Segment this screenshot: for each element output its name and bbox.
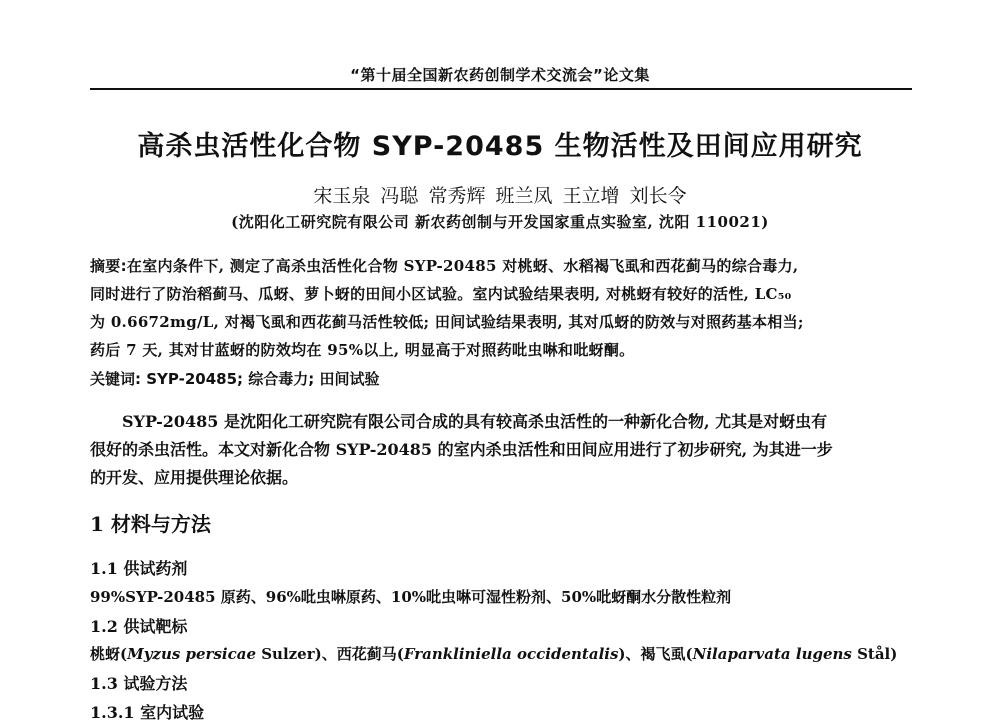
species-frankliniella: Frankliniella occidentalis	[403, 645, 619, 663]
abstract-label: 摘要:	[90, 257, 127, 275]
running-header: “第十届全国新农药创制学术交流会”论文集	[350, 66, 650, 84]
header-rule	[90, 88, 912, 90]
intro-line-3: 的开发、应用提供理论依据。	[90, 468, 299, 487]
intro-paragraph	[90, 408, 912, 492]
affiliation: (沈阳化工研究院有限公司 新农药创制与开发国家重点实验室, 沈阳 110021)	[231, 213, 769, 231]
paper-title: 高杀虫活性化合物 SYP-20485 生物活性及田间应用研究	[137, 131, 863, 162]
abstract-line-1: 摘要:在室内条件下, 测定了高杀虫活性化合物 SYP-20485 对桃蚜、水稻褐飞虱和西花蓟马的综合毒力,	[90, 257, 799, 275]
abstract-line-2: 同时进行了防治稻蓟马、瓜蚜、萝卜蚜的田间小区试验。室内试验结果表明, 对桃蚜有较好的活性, LC₅₀	[90, 285, 792, 303]
targets-text: 桃蚜(Myzus persicae Sulzer)、西花蓟马(Frankliniella occidentalis)、褐飞虱(Nilaparvata lugens Stål)	[90, 645, 898, 663]
abstract	[90, 252, 912, 364]
section-heading-1-1: 1.1 供试药剂	[90, 559, 188, 578]
species-nilaparvata: Nilaparvata lugens	[692, 645, 852, 663]
keywords-label: 关键词:	[90, 370, 141, 388]
section-heading-1: 1 材料与方法	[90, 512, 211, 536]
abstract-line-4: 药后 7 天, 其对甘蓝蚜的防效均在 95%以上, 明显高于对照药吡虫啉和吡蚜酮。	[90, 341, 635, 359]
species-myzus: Myzus persicae	[127, 645, 256, 663]
intro-line-1: SYP-20485 是沈阳化工研究院有限公司合成的具有较高杀虫活性的一种新化合物, 尤其是对蚜虫有	[122, 412, 828, 431]
keywords-text: SYP-20485; 综合毒力; 田间试验	[146, 370, 380, 388]
intro-line-2: 很好的杀虫活性。本文对新化合物 SYP-20485 的室内杀虫活性和田间应用进行了初步研究, 为其进一步	[90, 440, 833, 459]
author-list: 宋玉泉 冯聪 常秀辉 班兰凤 王立增 刘长令	[313, 185, 687, 207]
reagents-text: 99%SYP-20485 原药、96%吡虫啉原药、10%吡虫啉可湿性粉剂、50%吡蚜酮水分散性粒剂	[90, 588, 732, 606]
section-heading-1-3-1: 1.3.1 室内试验	[90, 703, 205, 722]
keywords	[90, 368, 912, 389]
section-heading-1-2: 1.2 供试靶标	[90, 617, 188, 636]
section-heading-1-3: 1.3 试验方法	[90, 674, 188, 693]
abstract-line-3: 为 0.6672mg/L, 对褐飞虱和西花蓟马活性较低; 田间试验结果表明, 其对瓜蚜的防效与对照药基本相当;	[90, 313, 804, 331]
